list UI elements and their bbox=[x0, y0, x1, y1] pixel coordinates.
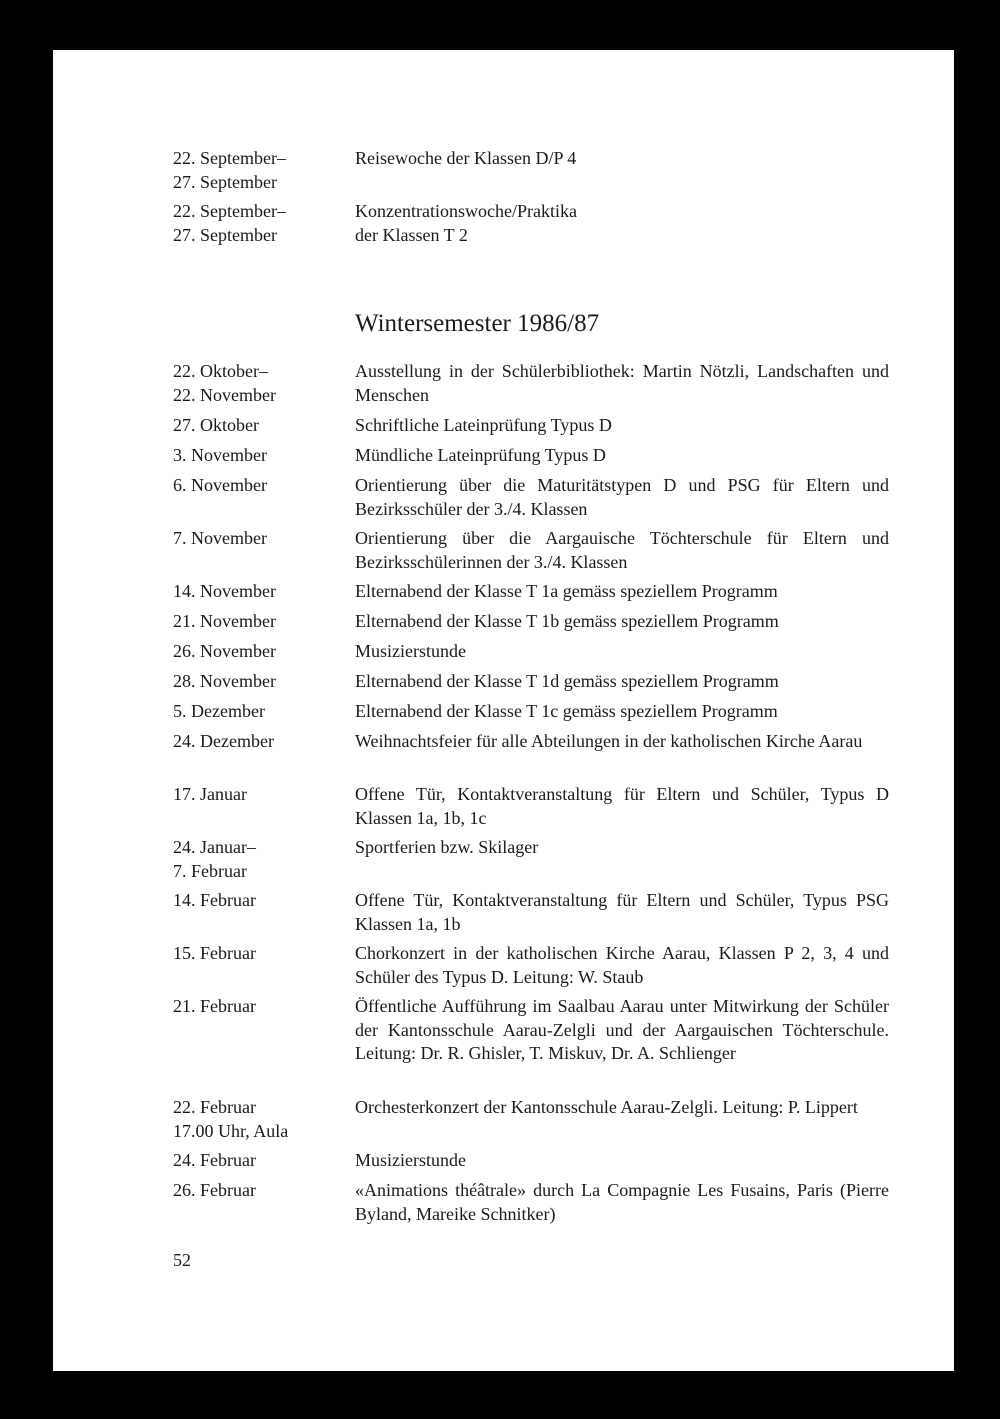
entry-date: 3. November bbox=[173, 445, 267, 465]
entry-description: Elternabend der Klasse T 1c gemäss speziellem Programm bbox=[355, 701, 778, 721]
document-page bbox=[53, 50, 954, 1371]
entry-description: Öffentliche Aufführung im Saalbau Aarau unter Mitwirkung der Schüler der Kantonsschule Aarau-Zelgli und der Aargauischen Töchterschule. Leitung: Dr. R. Ghisler, T. Miskuv, Dr. A. Schlienger bbox=[355, 996, 889, 1063]
entry-description: Musizierstunde bbox=[355, 641, 466, 661]
entry-date: 28. November bbox=[173, 671, 276, 691]
entry-description: Schriftliche Lateinprüfung Typus D bbox=[355, 415, 612, 435]
entry-date: 26. Februar bbox=[173, 1180, 256, 1200]
entry-date: 21. November bbox=[173, 611, 276, 631]
entry-date: 22. September– 27. September bbox=[173, 201, 286, 245]
entry-description: Offene Tür, Kontaktveranstaltung für Eltern und Schüler, Typus PSG Klassen 1a, 1b bbox=[355, 890, 889, 934]
entry-description: Konzentrationswoche/Praktika der Klassen T 2 bbox=[355, 201, 577, 245]
entry-date: 14. Februar bbox=[173, 890, 256, 910]
entry-description: Weihnachtsfeier für alle Abteilungen in der katholischen Kirche Aarau bbox=[355, 731, 863, 751]
entry-date: 21. Februar bbox=[173, 996, 256, 1016]
entry-date: 22. Oktober– 22. November bbox=[173, 361, 276, 405]
entry-date: 22. Februar 17.00 Uhr, Aula bbox=[173, 1097, 289, 1141]
entry-description: Reisewoche der Klassen D/P 4 bbox=[355, 148, 577, 168]
entry-description: Elternabend der Klasse T 1d gemäss speziellem Programm bbox=[355, 671, 779, 691]
entry-description: Elternabend der Klasse T 1b gemäss speziellem Programm bbox=[355, 611, 779, 631]
entry-description: Chorkonzert in der katholischen Kirche Aarau, Klassen P 2, 3, 4 und Schüler des Typus D. Leitung: W. Staub bbox=[355, 943, 889, 987]
entry-description: Musizierstunde bbox=[355, 1150, 466, 1170]
page-number: 52 bbox=[173, 1250, 191, 1270]
section-heading: Wintersemester 1986/87 bbox=[355, 310, 600, 337]
entry-date: 5. Dezember bbox=[173, 701, 265, 721]
entry-date: 6. November bbox=[173, 475, 267, 495]
entry-description: Orchesterkonzert der Kantonsschule Aarau-Zelgli. Leitung: P. Lippert bbox=[355, 1097, 858, 1117]
entry-description: Mündliche Lateinprüfung Typus D bbox=[355, 445, 606, 465]
entry-date: 7. November bbox=[173, 528, 267, 548]
entry-description: Orientierung über die Maturitätstypen D und PSG für Eltern und Bezirksschüler der 3./4. Klassen bbox=[355, 475, 889, 519]
entry-description: Offene Tür, Kontaktveranstaltung für Eltern und Schüler, Typus D Klassen 1a, 1b, 1c bbox=[355, 784, 889, 828]
entry-date: 22. September– 27. September bbox=[173, 148, 286, 192]
entry-date: 14. November bbox=[173, 581, 276, 601]
entry-date: 24. Dezember bbox=[173, 731, 274, 751]
entry-date: 15. Februar bbox=[173, 943, 256, 963]
entry-description: Elternabend der Klasse T 1a gemäss speziellem Programm bbox=[355, 581, 778, 601]
entry-description: Ausstellung in der Schülerbibliothek: Martin Nötzli, Landschaften und Menschen bbox=[355, 361, 889, 405]
entry-date: 24. Februar bbox=[173, 1150, 256, 1170]
entry-description: Sportferien bzw. Skilager bbox=[355, 837, 539, 857]
entry-date: 17. Januar bbox=[173, 784, 247, 804]
entry-description: «Animations théâtrale» durch La Compagnie Les Fusains, Paris (Pierre Byland, Mareike Schnitker) bbox=[355, 1180, 889, 1224]
entry-date: 27. Oktober bbox=[173, 415, 259, 435]
entry-date: 24. Januar– 7. Februar bbox=[173, 837, 256, 881]
entry-date: 26. November bbox=[173, 641, 276, 661]
entry-description: Orientierung über die Aargauische Töchterschule für Eltern und Bezirksschülerinnen der 3./4. Klassen bbox=[355, 528, 889, 572]
